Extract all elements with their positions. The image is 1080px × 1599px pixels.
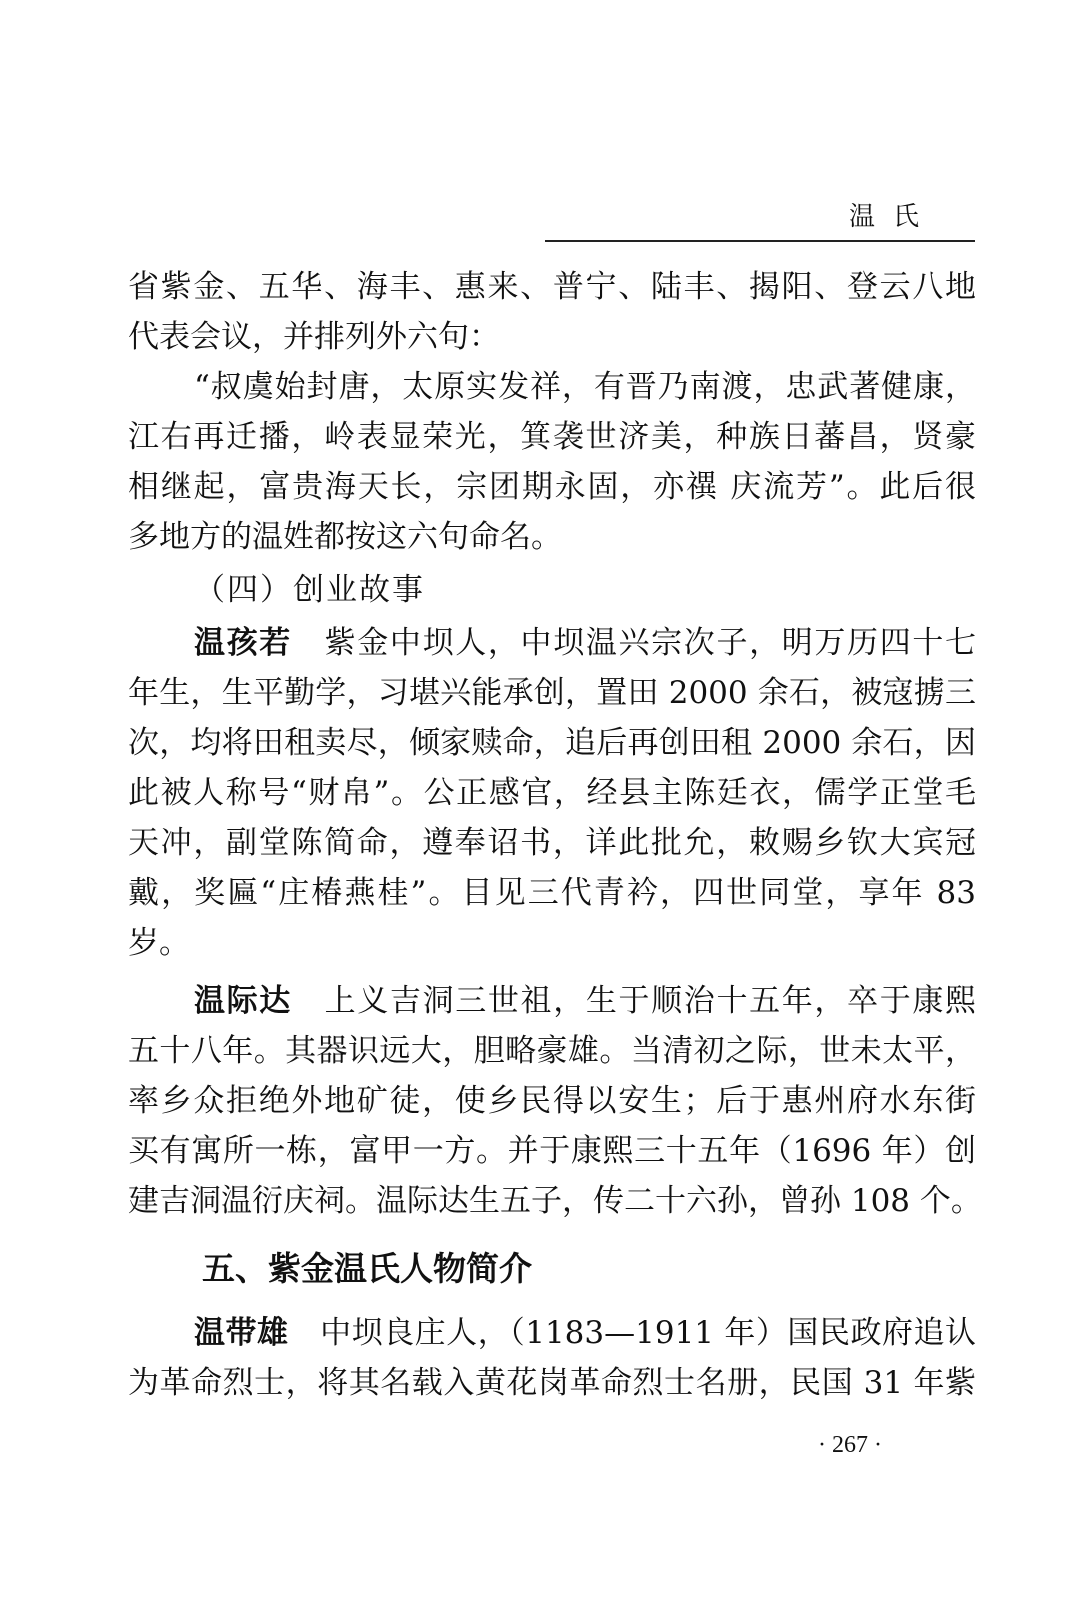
text-line: 多地方的温姓都按这六句命名。 <box>128 519 562 555</box>
text-line: 岁。 <box>128 925 190 961</box>
text-line: 紫金中坝人，中坝温兴宗次子，明万历四十七 <box>324 625 977 661</box>
paragraph-first-line <box>128 1308 976 1358</box>
text-line: 代表会议，并排列外六句： <box>128 319 500 355</box>
text-line: 天冲，副堂陈简命，遵奉诏书，详此批允，敕赐乡钦大宾冠 <box>128 825 976 861</box>
text-line: “叔虞始封唐，太原实发祥，有晋乃南渡，忠武著健康， <box>194 369 976 405</box>
text-line: 次，均将田租卖尽，倾家赎命，追后再创田租 2000 余石，因 <box>128 725 976 761</box>
running-head <box>545 196 975 246</box>
text-line: 五十八年。其器识远大，胆略豪雄。当清初之际，世未太平， <box>128 1033 976 1069</box>
body-text <box>128 262 982 1408</box>
paragraph-gap <box>128 968 976 976</box>
text-line: 年生，生平勤学，习堪兴能承创，置田 2000 余石，被寇掳三 <box>128 675 976 711</box>
text-line: 此被人称号“财帛”。公正感官，经县主陈廷衣，儒学正堂毛 <box>128 775 976 811</box>
paragraph-first-line <box>128 976 976 1026</box>
text-line: 中坝良庄人，（1183—1911 年）国民政府追认 <box>320 1315 977 1351</box>
text-line: 为革命烈士，将其名载入黄花岗革命烈士名册，民国 31 年紫 <box>128 1365 976 1401</box>
text-line: 江右再迁播，岭表显荣光，箕袭世济美，种族日蕃昌，贤豪 <box>128 419 976 455</box>
person-name: 温带雄 <box>194 1315 289 1351</box>
text-line: 省紫金、五华、海丰、惠来、普宁、陆丰、揭阳、登云八地 <box>128 269 976 305</box>
text-line: 相继起，富贵海天长，宗团期永固，亦禩 庆流芳”。此后很 <box>128 469 976 505</box>
running-head-rule <box>545 240 975 242</box>
paragraph-first-line <box>128 618 976 668</box>
subsection-heading: （四）创业故事 <box>194 572 425 608</box>
page-number: · 267 · <box>818 1432 882 1458</box>
text-line: 买有寓所一栋，富甲一方。并于康熙三十五年（1696 年）创 <box>128 1133 976 1169</box>
section-heading: 五、紫金温氏人物简介 <box>202 1249 532 1288</box>
text-line: 上义吉洞三世祖，生于顺治十五年，卒于康熙 <box>324 983 977 1019</box>
person-name: 温孩若 <box>194 625 292 661</box>
text-line: 戴，奖匾“庄椿燕桂”。目见三代青衿，四世同堂，享年 83 <box>128 875 976 911</box>
running-head-title: 温氏 <box>848 202 937 232</box>
text-line: 率乡众拒绝外地矿徒，使乡民得以安生；后于惠州府水东街 <box>128 1083 976 1119</box>
person-name: 温际达 <box>194 983 292 1019</box>
text-line: 建吉洞温衍庆祠。温际达生五子，传二十六孙，曾孙 108 个。 <box>128 1183 982 1219</box>
